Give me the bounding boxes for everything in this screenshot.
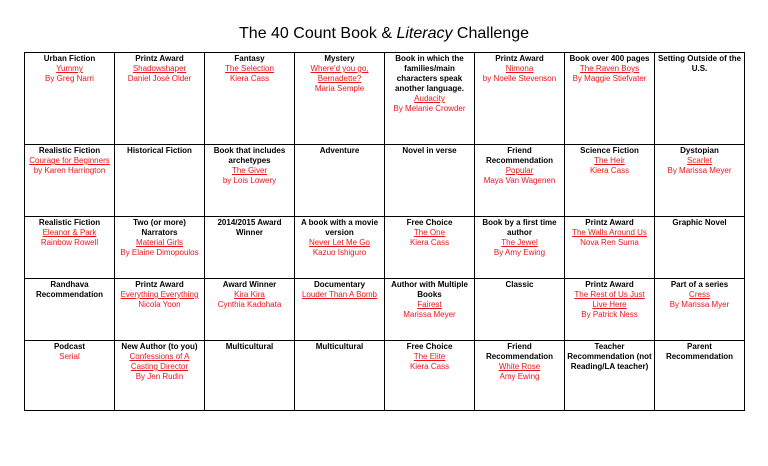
grid-cell [205, 217, 295, 279]
cell-author: Maria Semple [314, 84, 365, 93]
grid-row [25, 53, 745, 145]
page-title [0, 24, 768, 44]
cell-author: Kiera Cass [409, 238, 450, 247]
grid-cell [385, 341, 475, 411]
cell-author: Kiera Cass [409, 362, 450, 371]
cell-category: Author with Multiple Books [391, 280, 468, 299]
grid-cell [295, 341, 385, 411]
cell-category: Mystery [324, 54, 355, 63]
grid-cell [565, 145, 655, 217]
cell-book-title: Audacity [414, 94, 445, 103]
cell-category: Parent Recommendation [665, 342, 734, 361]
cell-category: Realistic Fiction [38, 218, 101, 227]
grid-cell [565, 217, 655, 279]
grid-cell [115, 341, 205, 411]
grid-row [25, 217, 745, 279]
cell-category: Free Choice [406, 342, 453, 351]
cell-category: Historical Fiction [127, 146, 192, 155]
grid-cell [205, 145, 295, 217]
cell-category: Multicultural [315, 342, 364, 351]
grid-cell [565, 279, 655, 341]
cell-book-title: Louder Than A Bomb [301, 290, 378, 299]
grid-cell [565, 53, 655, 145]
grid-row [25, 341, 745, 411]
grid-cell [385, 145, 475, 217]
grid-cell [295, 279, 385, 341]
cell-category: New Author (to you) [121, 342, 198, 351]
cell-author: Marissa Meyer [403, 310, 456, 319]
title-suffix: Challenge [452, 25, 529, 42]
cell-category: Book in which the families/main characters speak another language. [395, 54, 464, 93]
cell-category: Adventure [319, 146, 360, 155]
cell-author: By Maggie Stiefvater [572, 74, 647, 83]
cell-book-title: Popular [505, 166, 534, 175]
cell-category: Novel in verse [402, 146, 457, 155]
grid-cell [115, 217, 205, 279]
cell-book-title: Eleanor & Park [42, 228, 97, 237]
cell-category: Podcast [53, 342, 86, 351]
cell-author: By Elaine Dimopoulos [120, 248, 199, 257]
cell-author: By Melanie Crowder [393, 104, 466, 113]
cell-book-title: Shadowshaper [132, 64, 187, 73]
cell-book-title: Everything Everything [120, 290, 199, 299]
cell-category: Friend Recommendation [485, 146, 554, 165]
cell-category: Teacher Recommendation (not Reading/LA teacher) [567, 342, 652, 371]
cell-author: Kiera Cass [229, 74, 270, 83]
cell-book-title: Fairest [417, 300, 442, 309]
cell-author: By Jen Rudin [135, 372, 184, 381]
cell-category: Urban Fiction [43, 54, 96, 63]
cell-category: Dystopian [680, 146, 719, 155]
cell-book-title: The Walls Around Us [572, 228, 647, 237]
title-italic: Literacy [396, 25, 453, 42]
cell-author: Maya Van Wagenen [483, 176, 556, 185]
cell-book-title: Kira Kira [234, 290, 265, 299]
grid-cell [25, 341, 115, 411]
grid-cell [475, 217, 565, 279]
cell-book-title: White Rose [498, 362, 541, 371]
cell-category: 2014/2015 Award Winner [217, 218, 282, 237]
cell-book-title: The Jewel [501, 238, 538, 247]
cell-category: Part of a series [670, 280, 729, 289]
grid-cell [475, 341, 565, 411]
cell-category: Book over 400 pages [569, 54, 650, 63]
cell-author: Amy Ewing [499, 372, 540, 381]
cell-category: Fantasy [234, 54, 265, 63]
cell-category: Classic [505, 280, 534, 289]
cell-author: By Patrick Ness [581, 310, 638, 319]
grid-cell [25, 217, 115, 279]
grid-cell [475, 279, 565, 341]
cell-book-title: The Heir [594, 156, 625, 165]
cell-book-title: The Selection [225, 64, 274, 73]
cell-author: Cynthia Kadohata [217, 300, 282, 309]
cell-category: Book by a first time author [482, 218, 557, 237]
grid-cell [205, 341, 295, 411]
grid-cell [295, 145, 385, 217]
grid-cell [385, 279, 475, 341]
cell-author: Serial [59, 352, 80, 361]
grid-row [25, 279, 745, 341]
grid-cell [115, 145, 205, 217]
cell-category: Randhava Recommendation [35, 280, 104, 299]
grid-cell [115, 53, 205, 145]
title-prefix: The 40 Count Book & [239, 25, 397, 42]
cell-book-title: The Rest of Us Just Live Here [574, 290, 645, 309]
cell-book-title: Confessions of A Casting Director [129, 352, 190, 371]
cell-book-title: Material Girls [135, 238, 184, 247]
cell-category: Multicultural [225, 342, 274, 351]
cell-author: By Greg Narri [45, 74, 94, 83]
cell-author: Kazuo Ishiguro [312, 248, 367, 257]
cell-author: By Amy Ewing [493, 248, 546, 257]
cell-book-title: Never Let Me Go [309, 238, 370, 247]
cell-category: Printz Award [135, 54, 184, 63]
cell-author: Kiera Cass [589, 166, 630, 175]
cell-category: Documentary [313, 280, 366, 289]
cell-author: By Marissa Meyer [667, 166, 732, 175]
grid-cell [295, 217, 385, 279]
cell-book-title: The Elite [413, 352, 446, 361]
cell-category: Realistic Fiction [38, 146, 101, 155]
grid-cell [385, 53, 475, 145]
cell-author: Nicola Yoon [138, 300, 181, 309]
grid-cell [25, 145, 115, 217]
cell-category: Printz Award [495, 54, 544, 63]
grid-cell [655, 341, 745, 411]
cell-book-title: The Raven Boys [579, 64, 640, 73]
cell-book-title: The One [413, 228, 446, 237]
grid-cell [655, 217, 745, 279]
cell-category: Book that includes archetypes [213, 146, 286, 165]
cell-category: Printz Award [135, 280, 184, 289]
cell-book-title: Where'd you go, Bernadette? [310, 64, 369, 83]
grid-cell [475, 53, 565, 145]
cell-category: Two (or more) Narrators [133, 218, 186, 237]
grid-cell [565, 341, 655, 411]
cell-author: by Noelle Stevenson [482, 74, 557, 83]
cell-author: By Marissa Myer [669, 300, 730, 309]
grid-cell [25, 279, 115, 341]
grid-cell [475, 145, 565, 217]
cell-book-title: Cress [689, 290, 710, 299]
grid-cell [655, 145, 745, 217]
cell-category: Printz Award [585, 280, 634, 289]
grid-cell [205, 279, 295, 341]
grid-cell [115, 279, 205, 341]
grid-cell [25, 53, 115, 145]
grid-cell [205, 53, 295, 145]
grid-cell [655, 53, 745, 145]
cell-author: Daniel José Older [127, 74, 192, 83]
cell-category: Free Choice [406, 218, 453, 227]
cell-book-title: Courage for Beginners [29, 156, 110, 165]
grid-cell [655, 279, 745, 341]
cell-book-title: Yummy [56, 64, 83, 73]
cell-category: Science Fiction [580, 146, 639, 155]
grid-cell [385, 217, 475, 279]
cell-author: by Karen Harrington [33, 166, 106, 175]
challenge-grid [24, 52, 745, 411]
cell-category: Award Winner [222, 280, 277, 289]
cell-book-title: Nimona [505, 64, 534, 73]
cell-author: Rainbow Rowell [40, 238, 99, 247]
cell-author: by Lois Lowery [222, 176, 277, 185]
cell-category: Friend Recommendation [485, 342, 554, 361]
grid-row [25, 145, 745, 217]
cell-category: A book with a movie version [300, 218, 379, 237]
cell-author: Nova Ren Suma [580, 238, 639, 247]
cell-book-title: The Giver [231, 166, 268, 175]
cell-book-title: Scarlet [687, 156, 712, 165]
cell-category: Setting Outside of the U.S. [657, 54, 742, 73]
cell-category: Graphic Novel [672, 218, 727, 227]
cell-category: Printz Award [585, 218, 634, 227]
grid-cell [295, 53, 385, 145]
